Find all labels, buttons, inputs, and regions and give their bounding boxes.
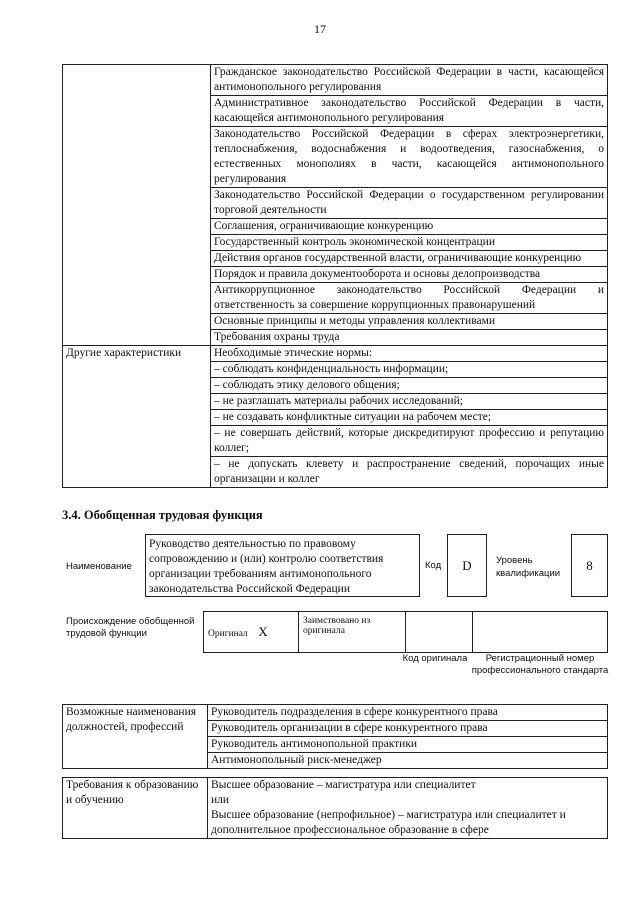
- other-row: – не совершать действий, которые дискредитируют профессию и репутацию коллег;: [211, 426, 608, 457]
- code-original-caption: Код оригинала: [402, 653, 468, 664]
- tf-name-label: Наименование: [66, 561, 132, 572]
- borrowed-cell: Заимствовано из оригинала: [299, 612, 406, 653]
- section-title: 3.4. Обобщенная трудовая функция: [62, 508, 263, 522]
- education-table: [62, 777, 608, 839]
- knowledge-label-cell: [63, 65, 211, 346]
- knowledge-table: [62, 64, 608, 488]
- position-item: Антимонопольный риск-менеджер: [208, 753, 608, 769]
- knowledge-row: Административное законодательство Российской Федерации в части, касающейся антимонопольного регулирования: [211, 96, 608, 127]
- reg-number-caption: Регистрационный номер профессионального стандарта: [471, 653, 609, 676]
- original-mark: X: [258, 624, 268, 639]
- code-original-cell: [406, 612, 473, 653]
- education-label: Требования к образованию и обучению: [63, 778, 208, 839]
- knowledge-row: Действия органов государственной власти, ограничивающие конкуренцию: [211, 251, 608, 267]
- qualification-level-label: Уровень квалификации: [496, 555, 561, 579]
- origin-label: Происхождение обобщенной трудовой функции: [66, 616, 195, 639]
- knowledge-row: Основные принципы и методы управления коллективами: [211, 314, 608, 330]
- other-row: – соблюдать конфиденциальность информации;: [211, 362, 608, 378]
- original-label: Оригинал: [208, 629, 248, 639]
- code-value: D: [447, 534, 487, 597]
- qualification-level-value: 8: [571, 534, 608, 597]
- education-item: Высшее образование – магистратура или специалитет: [211, 779, 476, 791]
- knowledge-row: Законодательство Российской Федерации в сферах электроэнергетики, теплоснабжения, водоснабжения и водоотведения, газоснабжения, о естественных монополиях в части, касающейся антимонопольного регулирования: [211, 127, 608, 188]
- other-row: – не разглашать материалы рабочих исследований;: [211, 394, 608, 410]
- code-label: Код: [425, 560, 442, 571]
- positions-table: [62, 704, 608, 769]
- tf-name-value: Руководство деятельностью по правовому сопровождению и (или) контролю соответствия организации требованиям антимонопольного законодательства Российской Федерации: [145, 534, 420, 597]
- other-row: – не создавать конфликтные ситуации на рабочем месте;: [211, 410, 608, 426]
- knowledge-row: Порядок и правила документооборота и основы делопроизводства: [211, 267, 608, 283]
- other-row: Необходимые этические нормы:: [211, 346, 608, 362]
- education-item: Высшее образование (непрофильное) – магистратура или специалитет и дополнительное профессиональное образование в сфере: [211, 809, 566, 836]
- original-cell: [204, 612, 299, 653]
- page-number: 17: [314, 22, 326, 36]
- origin-grid: [203, 611, 608, 653]
- reg-number-cell: [473, 612, 608, 653]
- other-row: – не допускать клевету и распространение сведений, порочащих иные организации и коллег: [211, 457, 608, 488]
- other-characteristics-label: Другие характеристики: [63, 346, 211, 488]
- knowledge-row: Законодательство Российской Федерации о государственном регулировании торговой деятельности: [211, 188, 608, 219]
- education-item: или: [211, 794, 230, 806]
- positions-label: Возможные наименования должностей, профессий: [63, 705, 208, 769]
- position-item: Руководитель организации в сфере конкурентного права: [208, 721, 608, 737]
- knowledge-row: Требования охраны труда: [211, 330, 608, 346]
- position-item: Руководитель подразделения в сфере конкурентного права: [208, 705, 608, 721]
- education-cell: [208, 778, 608, 839]
- knowledge-row: Государственный контроль экономической концентрации: [211, 235, 608, 251]
- knowledge-row: Соглашения, ограничивающие конкуренцию: [211, 219, 608, 235]
- position-item: Руководитель антимонопольной практики: [208, 737, 608, 753]
- knowledge-row: Антикоррупционное законодательство Российской Федерации и ответственность за совершение коррупционных правонарушений: [211, 283, 608, 314]
- other-row: – соблюдать этику делового общения;: [211, 378, 608, 394]
- knowledge-row: Гражданское законодательство Российской Федерации в части, касающейся антимонопольного регулирования: [211, 65, 608, 96]
